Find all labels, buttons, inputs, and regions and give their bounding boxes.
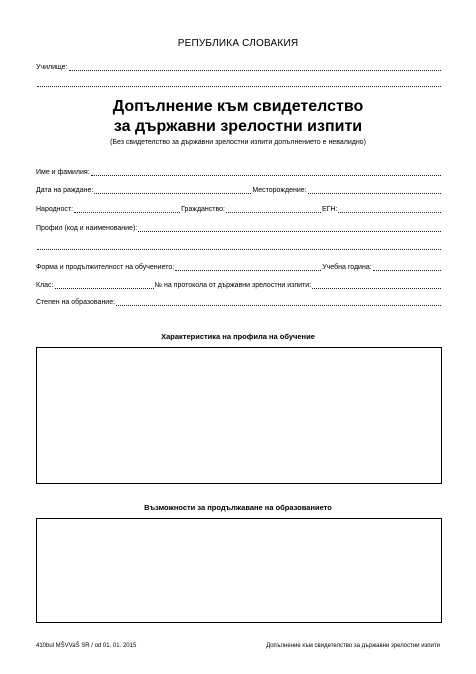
footer-document-name: Допълнение към свидетелство за държавни зрелостни изпити (266, 643, 440, 649)
profile-row (36, 224, 442, 233)
birth-place-field[interactable] (308, 187, 441, 194)
school-field[interactable] (69, 64, 441, 71)
birth-place-label: Месторождение: (252, 187, 307, 194)
name-field[interactable] (91, 169, 441, 176)
class-field[interactable] (55, 282, 154, 289)
form-code: 410bul MŠVVaŠ SR / od 01. 01. 2015 (36, 643, 137, 649)
class-label: Клас: (36, 282, 54, 289)
school-year-label: Учебна година: (322, 264, 372, 271)
name-row (36, 168, 442, 177)
school-row (36, 63, 442, 72)
education-level-row (36, 298, 442, 307)
education-level-label: Степен на образование: (36, 299, 116, 306)
citizenship-field[interactable] (226, 206, 321, 213)
education-level-field[interactable] (116, 299, 441, 306)
birth-date-field[interactable] (94, 187, 251, 194)
birth-date-label: Дата на раждане: (36, 187, 94, 194)
title-line-2: за държавни зрелостни изпити (113, 118, 363, 135)
further-education-heading: Възможности за продължаване на образованието (144, 503, 332, 512)
profile-row-continuation (36, 243, 442, 251)
study-form-row (36, 263, 442, 272)
nationality-label: Народност: (36, 206, 74, 213)
egn-label: ЕГН: (321, 206, 338, 213)
nationality-row (36, 205, 442, 214)
further-education-box[interactable] (36, 518, 442, 623)
school-row-continuation (36, 80, 442, 88)
study-form-label: Форма и продължителност на обучението: (36, 264, 175, 271)
school-label: Училище: (36, 64, 68, 71)
profile-characteristics-box[interactable] (36, 347, 442, 484)
profile-characteristics-heading: Характеристика на профила на обучение (161, 332, 315, 341)
study-form-field[interactable] (175, 264, 321, 271)
title-line-1: Допълнение към свидетелство (112, 98, 364, 115)
citizenship-label: Гражданство: (181, 206, 225, 213)
school-field-line2[interactable] (37, 80, 441, 87)
name-label: Име и фамилия: (36, 169, 90, 176)
protocol-label: № на протокола от държавни зрелостни изпити: (154, 282, 312, 289)
nationality-field[interactable] (74, 206, 180, 213)
protocol-field[interactable] (312, 282, 441, 289)
country-heading: РЕПУБЛИКА СЛОВАКИЯ (177, 38, 299, 49)
profile-label: Профил (код и наименование): (36, 225, 138, 232)
document-title (0, 97, 476, 137)
profile-field[interactable] (138, 225, 441, 232)
validity-note: (Без свидетелство за държавни зрелостни изпити допълнението е невалидно) (110, 139, 366, 146)
birth-row (36, 186, 442, 195)
profile-field-line2[interactable] (37, 243, 441, 250)
school-year-field[interactable] (373, 264, 441, 271)
egn-field[interactable] (338, 206, 441, 213)
class-row (36, 281, 442, 290)
